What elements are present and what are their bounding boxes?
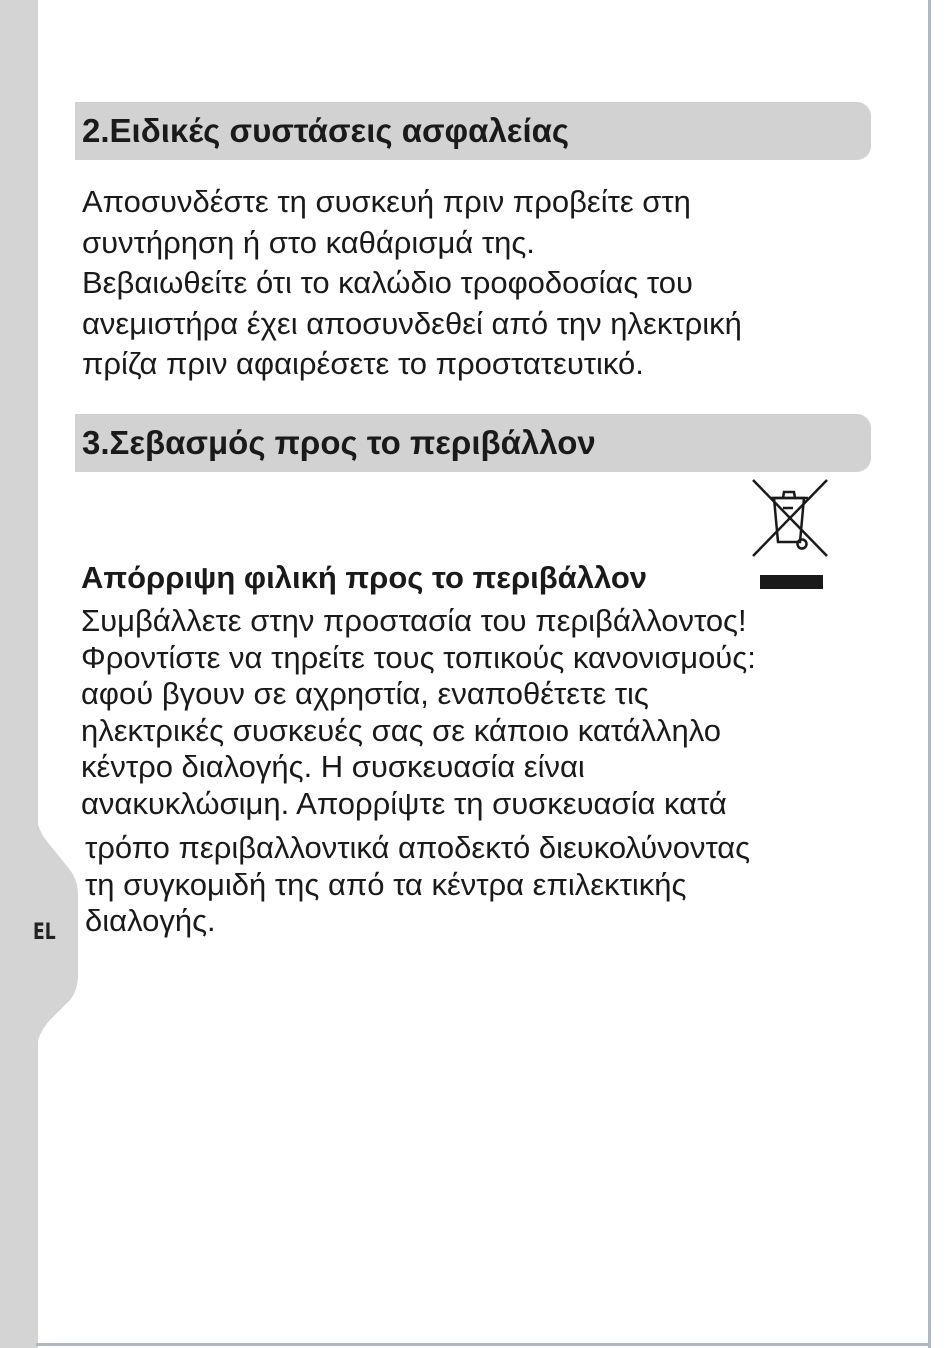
page-bottom-border bbox=[36, 1343, 931, 1346]
section-2-title: 2.Ειδικές συστάσεις ασφαλείας bbox=[75, 102, 871, 160]
language-tab-shape bbox=[0, 0, 80, 1348]
text-line: τη συγκομιδή της από τα κέντρα επιλεκτικής bbox=[85, 866, 687, 902]
text-line: τρόπο περιβαλλοντικά αποδεκτό διευκολύνοντας bbox=[85, 830, 751, 865]
disposal-subheading: Απόρριψη φιλική προς το περιβάλλον bbox=[81, 560, 648, 595]
page-right-border bbox=[928, 0, 931, 1348]
text-line: Συμβάλλετε στην προστασία του περιβάλλοντος! bbox=[81, 603, 747, 638]
text-line: ανεμιστήρα έχει αποσυνδεθεί από την ηλεκτρική bbox=[82, 305, 742, 341]
text-line: κέντρο διαλογής. Η συσκευασία είναι bbox=[81, 749, 585, 784]
weee-marking-bar bbox=[760, 575, 823, 589]
text-line: συντήρηση ή στο καθάρισμά της. bbox=[82, 224, 535, 260]
text-line: πρίζα πριν αφαιρέσετε το προστατευτικό. bbox=[82, 346, 644, 381]
text-line: διαλογής. bbox=[85, 903, 216, 938]
text-line: αφού βγουν σε αχρηστία, εναποθέτετε τις bbox=[81, 676, 649, 711]
crossed-out-wheelie-bin-icon bbox=[750, 478, 830, 560]
language-label: EL bbox=[33, 920, 56, 945]
safety-paragraph bbox=[82, 182, 742, 385]
environment-paragraph-continued bbox=[85, 830, 750, 940]
text-line: Βεβαιωθείτε ότι το καλώδιο τροφοδοσίας του bbox=[82, 265, 693, 300]
text-line: Φροντίστε να τηρείτε τους τοπικούς κανονισμούς: bbox=[81, 639, 756, 675]
text-line: ηλεκτρικές συσκευές σας σε κάποιο κατάλληλο bbox=[81, 712, 721, 748]
text-line: ανακυκλώσιμη. Απορρίψτε τη συσκευασία κατά bbox=[81, 785, 727, 821]
environment-paragraph bbox=[81, 603, 756, 822]
section-3-title: 3.Σεβασμός προς το περιβάλλον bbox=[75, 414, 871, 472]
text-line: Αποσυνδέστε τη συσκευή πριν προβείτε στη bbox=[82, 184, 691, 219]
